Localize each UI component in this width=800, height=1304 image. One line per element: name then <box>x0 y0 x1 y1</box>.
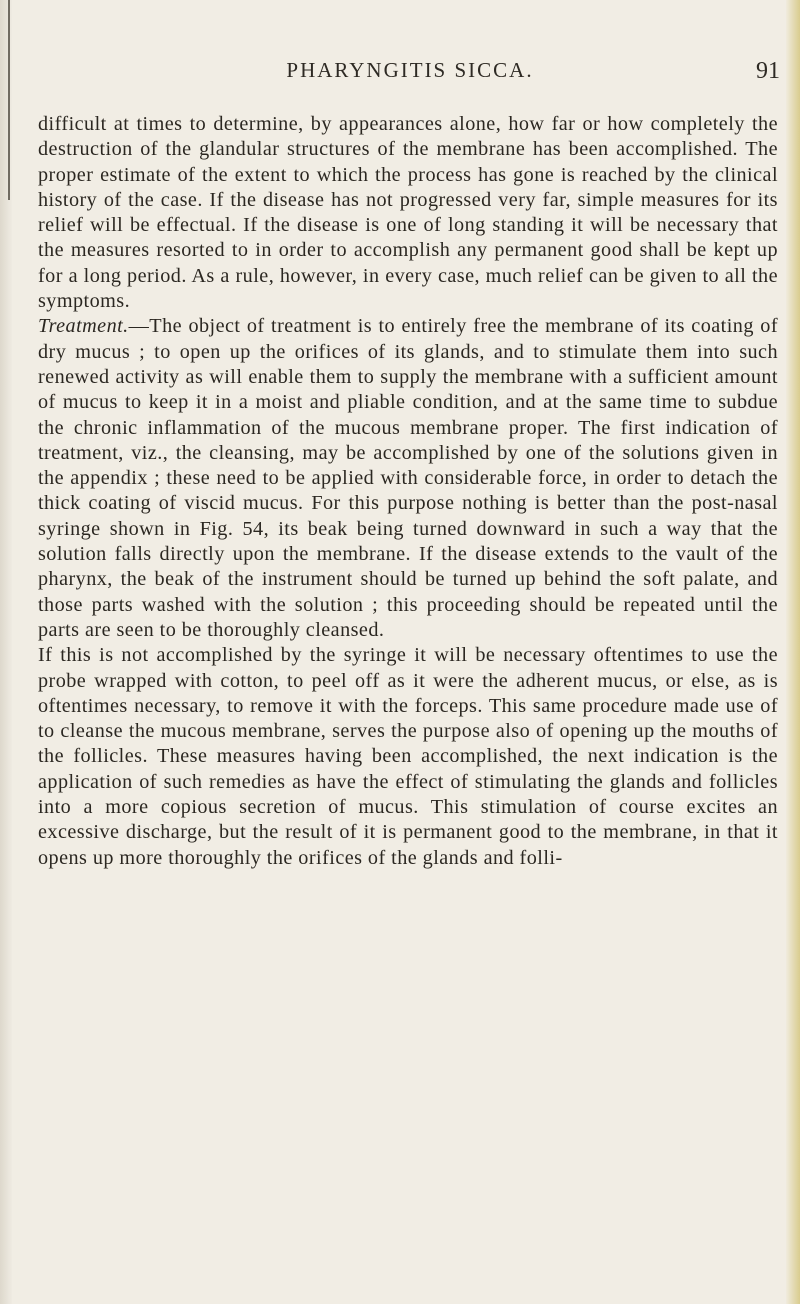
treatment-heading: Treatment. <box>38 315 129 338</box>
running-head <box>40 58 780 92</box>
running-title: PHARYNGITIS SICCA. <box>286 58 534 82</box>
paragraph-2-text: —The object of treatment is to entirely free the membrane of its coating of dry mucus ; to open up the orifices of its glands, and to stimulate them into such renewed activity as will enable them to supply the membrane with a sufficient amount of mucus to keep it in a moist and pliable condition, and at the same time to subdue the chronic inflammation of the mucous membrane proper. The first indication of treatment, viz., the cleansing, may be accomplished by one of the solutions given in the appendix ; these need to be applied with considerable force, in order to detach the thick coating of viscid mucus. For this purpose nothing is better than the post-nasal syringe shown in Fig. 54, its beak being turned downward in such a way that the solution falls directly upon the membrane. If the disease extends to the vault of the pharynx, the beak of the instrument should be turned up behind the soft palate, and those parts washed with the solution ; this proceeding should be repeated until the parts are seen to be thoroughly cleansed. <box>38 315 778 641</box>
paragraph-3: If this is not accomplished by the syringe it will be necessary oftentimes to use the probe wrapped with cotton, to peel off as it were the adherent mucus, or else, as is oftentimes necessary, to remove it with the forceps. This same procedure made use of to cleanse the mucous membrane, serves the purpose also of opening up the mouths of the follicles. These measures having been accomplished, the next indication is the application of such remedies as have the effect of stimulating the glands and follicles into a more copious secretion of mucus. This stimulation of course excites an excessive discharge, but the result of it is permanent good to the membrane, in that it opens up more thoroughly the orifices of the glands and folli- <box>38 644 778 869</box>
page-number: 91 <box>756 58 780 84</box>
paragraph-2 <box>38 314 778 643</box>
paragraph-1: difficult at times to determine, by appearances alone, how far or how completely the destruction of the glandular structures of the membrane has been accomplished. The proper estimate of the extent to which the process has gone is reached by the clinical history of the case. If the disease has not progressed very far, simple measures for its relief will be effectual. If the disease is one of long standing it will be necessary that the measures resorted to in order to accomplish any permanent good shall be kept up for a long period. As a rule, however, in every case, much relief can be given to all the symptoms. <box>38 113 778 313</box>
body-text <box>38 112 778 871</box>
